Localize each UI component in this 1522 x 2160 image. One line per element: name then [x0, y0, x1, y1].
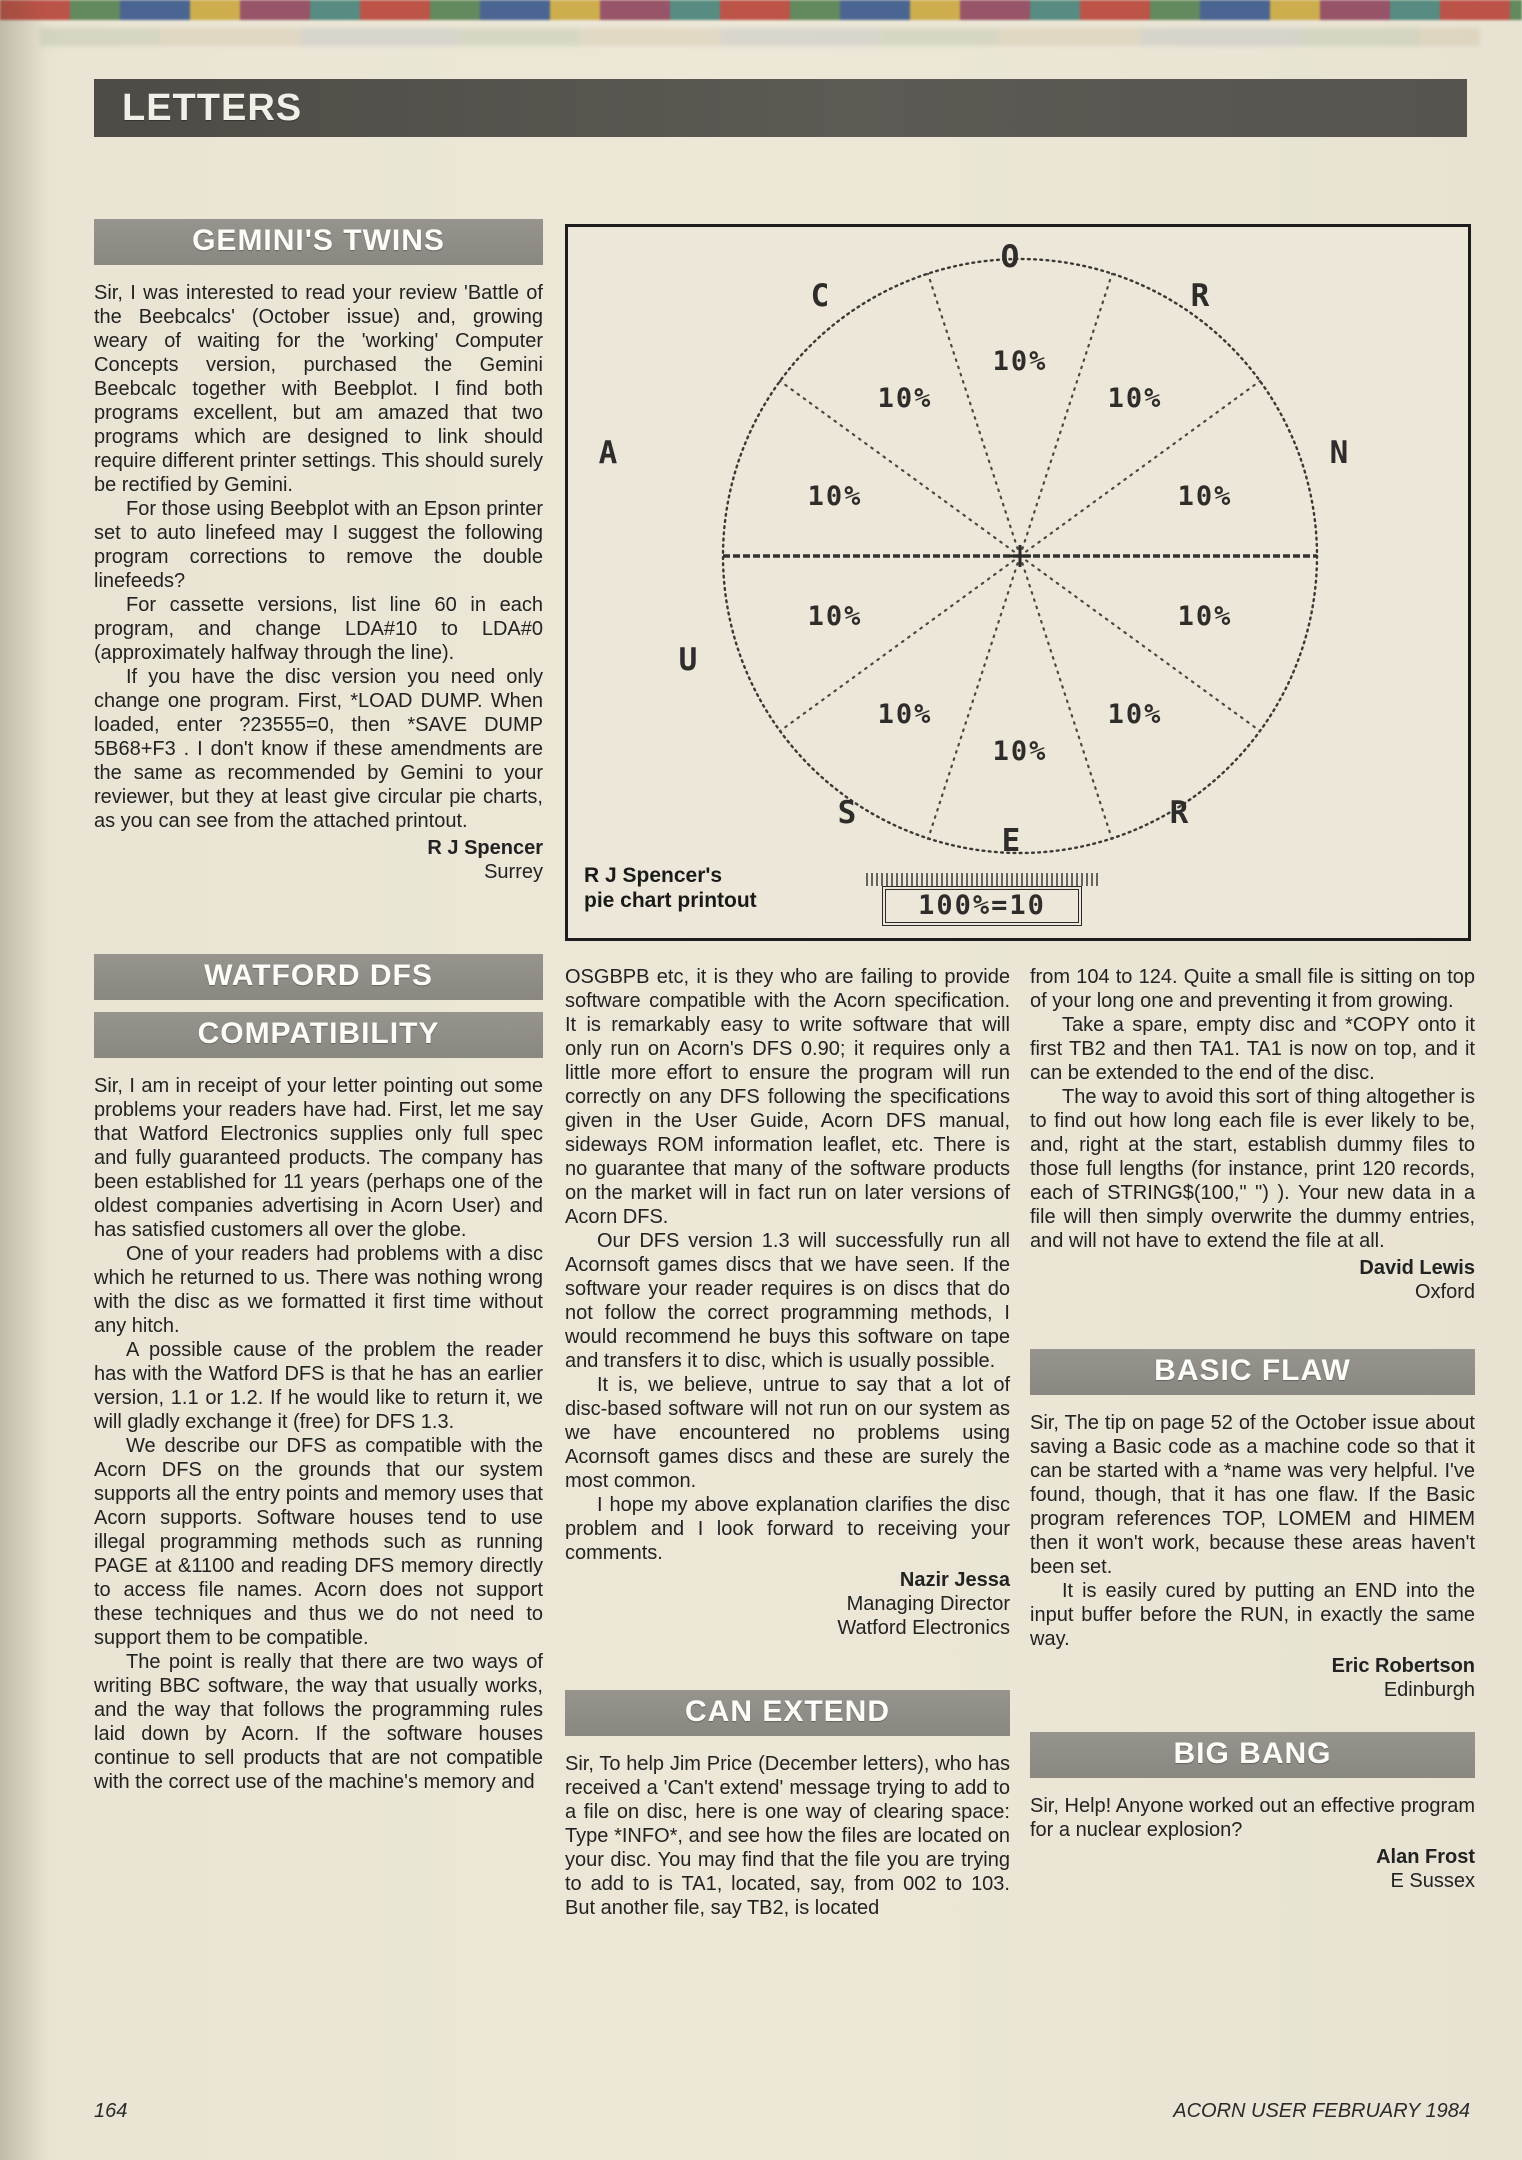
- signature-block: [1030, 1654, 1475, 1702]
- scan-bleed-band: [40, 28, 1480, 46]
- signature-location: E Sussex: [1390, 1870, 1475, 1892]
- ring-letter: O: [1000, 239, 1020, 275]
- section-heading-basic-flaw: BASIC FLAW: [1030, 1349, 1475, 1395]
- signature-role: Managing Director: [846, 1593, 1010, 1615]
- letter-paragraph: It is, we believe, untrue to say that a lot of disc-based software will not run on our system as we have encountered no problems using Acornsoft games discs and these are surely the most common.: [565, 1374, 1010, 1492]
- signature-name: David Lewis: [1359, 1257, 1475, 1279]
- signature-block: [565, 1568, 1010, 1640]
- signature-name: Alan Frost: [1376, 1846, 1475, 1868]
- signature-name: Eric Robertson: [1331, 1655, 1475, 1677]
- letter-paragraph: Take a spare, empty disc and *COPY onto it first TB2 and then TA1. TA1 is now on top, and it can be extended to the end of the disc.: [1030, 1014, 1475, 1084]
- ring-letter: C: [810, 278, 830, 314]
- slice-label: 10%: [877, 383, 933, 414]
- letter-paragraph: Sir, Help! Anyone worked out an effective program for a nuclear explosion?: [1030, 1795, 1475, 1841]
- letter-paragraph: Our DFS version 1.3 will successfully run all Acornsoft games discs that we have seen. If the software your reader requires is on discs that do not follow the correct programming methods, I would recommend he buys this software on tape and transfers it to disc, which is usually possible.: [565, 1230, 1010, 1372]
- column-middle: [565, 965, 1010, 1920]
- letter-paragraph: Sir, To help Jim Price (December letters), who has received a 'Can't extend' message trying to add to a file on disc, here is one way of clearing space: Type *INFO*, and see how the files are located on your disc. You may find that the file you are trying to add to is TA1, located, say, from 002 to 103. But another file, say TB2, is located: [565, 1753, 1010, 1919]
- letter-paragraph: I hope my above explanation clarifies the disc problem and I look forward to receiving your comments.: [565, 1494, 1010, 1564]
- letter-paragraph: For those using Beebplot with an Epson printer set to auto linefeed may I suggest the following program corrections to remove the double linefeeds?: [94, 498, 543, 592]
- signature-location: Surrey: [484, 861, 543, 883]
- pie-ring-letters: [599, 239, 1349, 859]
- slice-label: 10%: [807, 481, 863, 512]
- letter-paragraph: Sir, The tip on page 52 of the October issue about saving a Basic code as a machine code so that it can be started with a *name was very helpful. I've found, though, that it has one flaw. If the Basic program references TOP, LOMEM and HIMEM then it won't work, because these areas haven't been set.: [1030, 1412, 1475, 1578]
- slice-label: 10%: [1177, 481, 1233, 512]
- letter-paragraph: Sir, I was interested to read your review 'Battle of the Beebcalcs' (October issue) and, growing weary of waiting for the 'working' Computer Concepts version, purchased the Gemini Beebcalc together with Beebplot. I find both programs excellent, but am amazed that two programs which are designed to link should require different printer settings. This should surely be rectified by Gemini.: [94, 282, 543, 496]
- ring-letter: U: [678, 642, 698, 678]
- letter-paragraph: from 104 to 124. Quite a small file is sitting on top of your long one and preventing it from growing.: [1030, 966, 1475, 1012]
- section-heading-geminis-twins: GEMINI'S TWINS: [94, 219, 543, 265]
- letter-paragraph: It is easily cured by putting an END into the input buffer before the RUN, in exactly the same way.: [1030, 1580, 1475, 1650]
- slice-label: 10%: [877, 699, 933, 730]
- signature-location: Oxford: [1414, 1281, 1475, 1303]
- signature-company: Watford Electronics: [837, 1617, 1010, 1639]
- slice-label: 10%: [1107, 699, 1163, 730]
- letter-paragraph: One of your readers had problems with a disc which he returned to us. There was nothing wrong with the disc as we formatted it first time without any hitch.: [94, 1243, 543, 1337]
- ring-letter: E: [1001, 823, 1021, 859]
- figure-caption-line2: pie chart printout: [584, 889, 757, 912]
- section-heading-compatibility: COMPATIBILITY: [94, 1012, 543, 1058]
- ring-letter: N: [1329, 435, 1349, 471]
- slice-label: 10%: [992, 346, 1048, 377]
- letter-paragraph: If you have the disc version you need only change one program. First, *LOAD DUMP. When loaded, enter ?23555=0, then *SAVE DUMP 5B68+F3 . I don't know if these amendments are the same as recommended by Gemini to your reviewer, but they at least give circular pie charts, as you can see from the attached printout.: [94, 666, 543, 832]
- slice-label: 10%: [1107, 383, 1163, 414]
- column-right: [1030, 965, 1475, 1893]
- letter-paragraph: The point is really that there are two ways of writing BBC software, the way that usually works, and the way that follows the programming rules laid down by Acorn. If the software houses continue to sell products that are not compatible with the correct use of the machine's memory and: [94, 1651, 543, 1793]
- page-header: LETTERS: [94, 79, 1467, 137]
- signature-block: [1030, 1845, 1475, 1893]
- signature-name: Nazir Jessa: [899, 1569, 1010, 1591]
- scan-edge-artifact: [0, 0, 1522, 20]
- signature-location: Edinburgh: [1383, 1679, 1475, 1701]
- pie-legend-box: 100%=10: [882, 886, 1082, 926]
- letter-paragraph: OSGBPB etc, it is they who are failing to provide software compatible with the Acorn specification. It is remarkably easy to write software that will only run on Acorn's DFS 0.90; it requires only a little more effort to ensure the program will run correctly on any DFS following the specifications given in the User Guide, Acorn DFS manual, sideways ROM information leaflet, etc. There is no guarantee that many of the software products on the market will in fact run on later versions of Acorn DFS.: [565, 966, 1010, 1228]
- signature-block: [94, 836, 543, 884]
- page-number: 164: [94, 2100, 128, 2122]
- ring-letter: R: [1190, 278, 1210, 314]
- column-left: [94, 219, 543, 1794]
- magazine-footer: ACORN USER FEBRUARY 1984: [1173, 2100, 1470, 2122]
- ring-letter: R: [1169, 795, 1189, 831]
- figure-caption-line1: R J Spencer's: [584, 864, 723, 887]
- page-binding-shade: [0, 0, 46, 2160]
- letter-paragraph: A possible cause of the problem the reader has with the Watford DFS is that he has an earlier version, 1.1 or 1.2. If he would like to return it, we will gladly exchange it (free) for DFS 1.3.: [94, 1339, 543, 1433]
- letter-paragraph: The way to avoid this sort of thing altogether is to find out how long each file is ever likely to be, and, right at the start, establish dummy files to those full lengths (for instance, print 120 records, each of STRING$(100," ") ). Your new data in a file will then simply overwrite the dummy entries, and will not have to extend the file at all.: [1030, 1086, 1475, 1252]
- section-heading-can-extend: CAN EXTEND: [565, 1690, 1010, 1736]
- letter-paragraph: Sir, I am in receipt of your letter pointing out some problems your readers have had. First, let me say that Watford Electronics supplies only full spec and fully guaranteed products. The company has been established for 11 years (perhaps one of the oldest companies advertising in Acorn User) and has satisfied customers all over the globe.: [94, 1075, 543, 1241]
- letter-paragraph: We describe our DFS as compatible with the Acorn DFS on the grounds that our system supports all the entry points and memory uses that Acorn supports. Software houses tend to use illegal programming methods such as running PAGE at &1100 and reading DFS memory directly to access file names. Acorn does not support these techniques and thus we do not need to support them to be compatible.: [94, 1435, 543, 1649]
- slice-label: 10%: [807, 601, 863, 632]
- signature-name: R J Spencer: [427, 837, 543, 859]
- printer-shading-band: [866, 873, 1098, 886]
- pie-chart-figure: [565, 224, 1471, 941]
- ring-letter: S: [837, 795, 857, 831]
- pie-chart-printout: [568, 227, 1474, 944]
- slice-label: 10%: [992, 736, 1048, 767]
- letter-paragraph: For cassette versions, list line 60 in each program, and change LDA#10 to LDA#0 (approximately halfway through the line).: [94, 594, 543, 664]
- section-heading-big-bang: BIG BANG: [1030, 1732, 1475, 1778]
- pie-center-cross: [1009, 545, 1031, 567]
- signature-block: [1030, 1256, 1475, 1304]
- section-heading-watford-dfs: WATFORD DFS: [94, 954, 543, 1000]
- slice-label: 10%: [1177, 601, 1233, 632]
- ring-letter: A: [598, 435, 618, 471]
- figure-caption: [584, 863, 757, 913]
